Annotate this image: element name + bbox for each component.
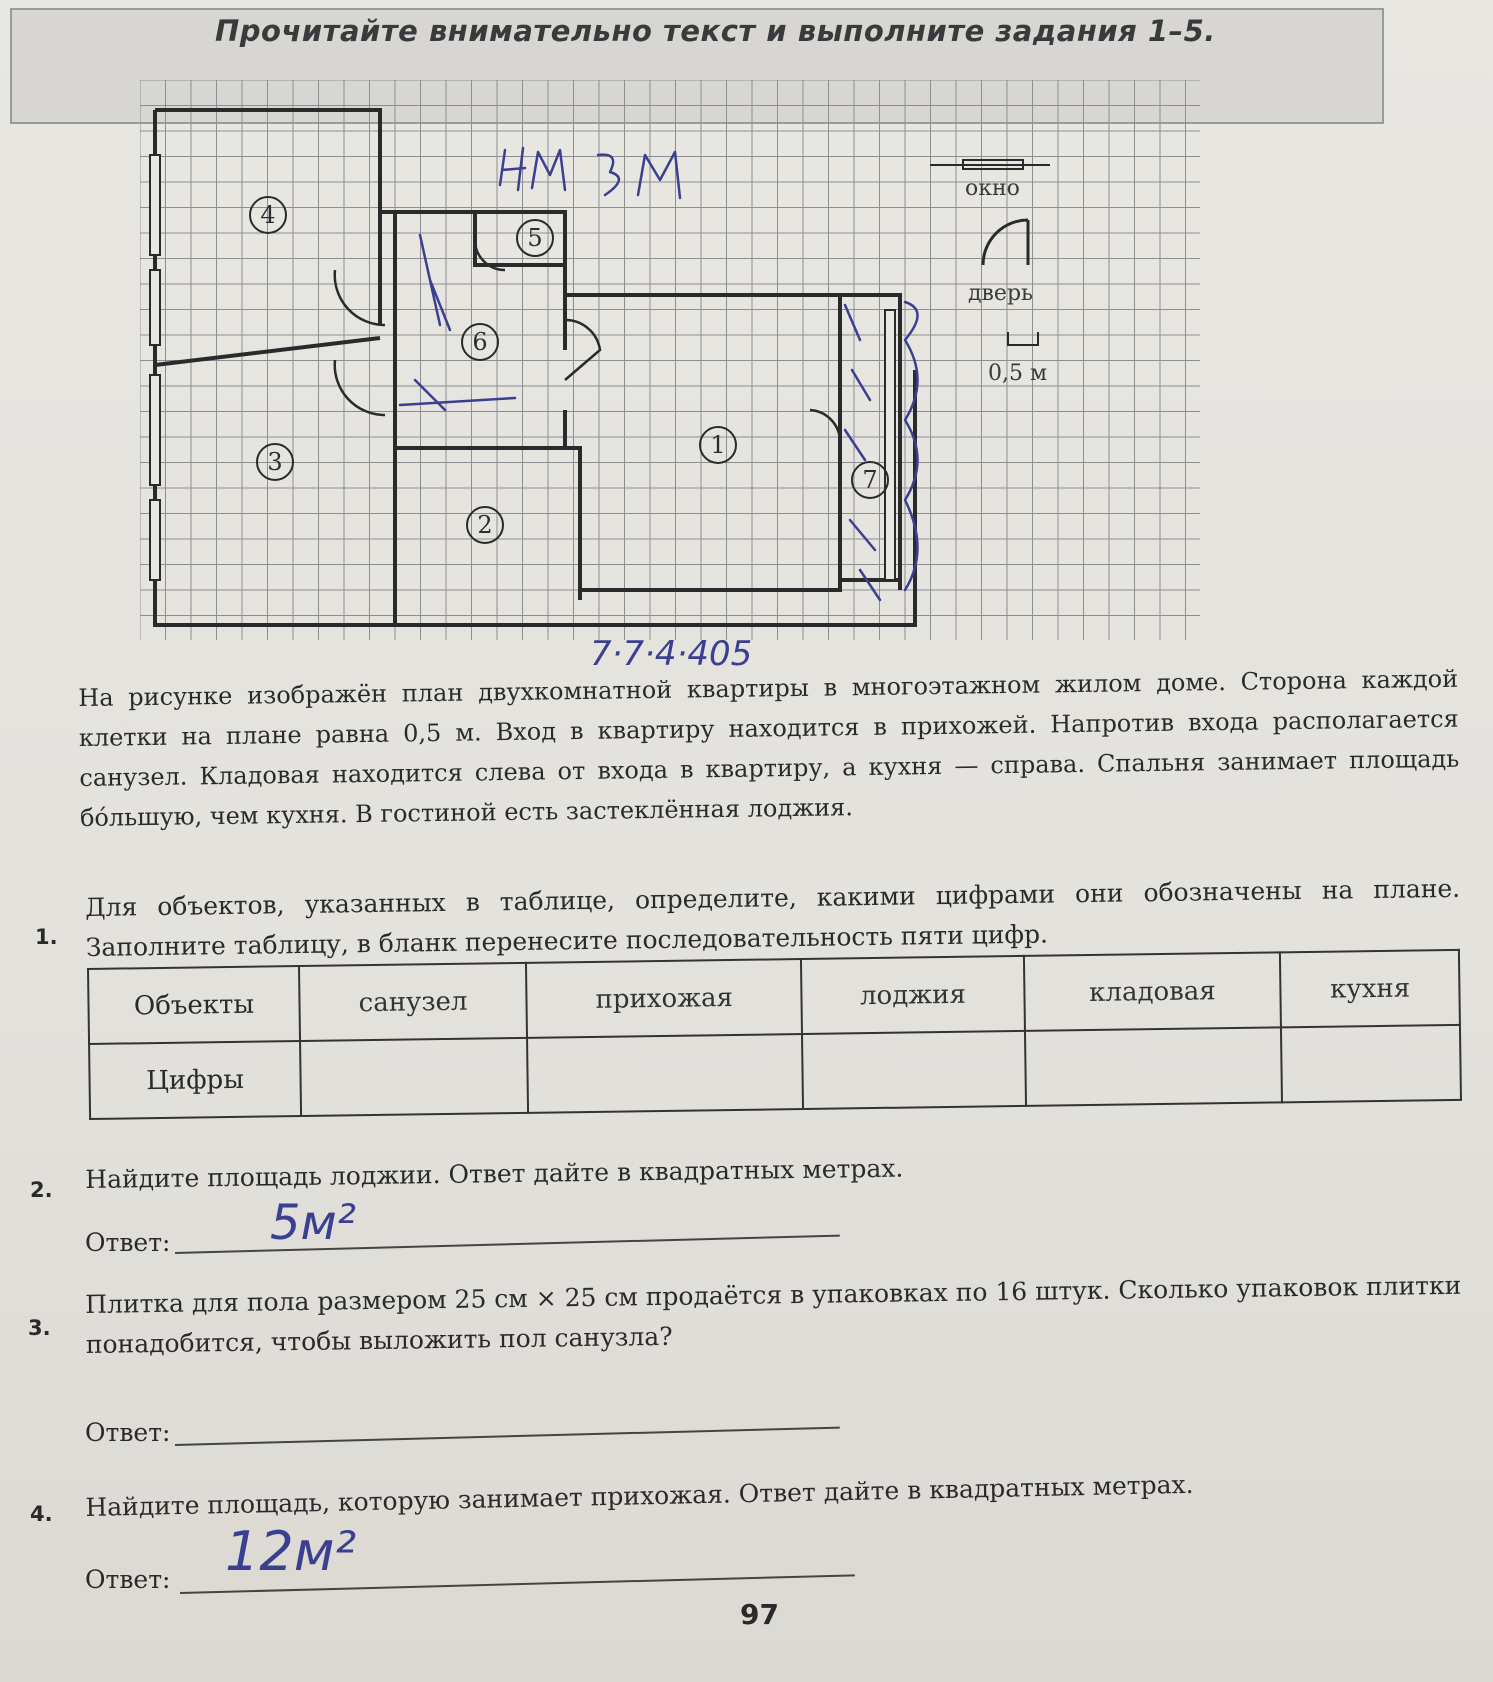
column-header: кухня [1280, 950, 1460, 1027]
room-number: 1 [710, 431, 726, 459]
handwritten-bottom: 7·7·4·405 [590, 634, 753, 674]
column-header: лоджия [801, 956, 1024, 1034]
answer-cell[interactable] [1025, 1027, 1283, 1106]
task-text: Найдите площадь, которую занимает прихожая. Ответ дайте в квадратных метрах. [85, 1469, 1194, 1522]
answer-cell[interactable] [1281, 1025, 1461, 1102]
page-number: 97 [740, 1598, 779, 1631]
room-number: 7 [862, 466, 878, 494]
plan-walls [155, 110, 915, 625]
answer-label: Ответ: [85, 1418, 171, 1447]
task-text: Для объектов, указанных в таблице, определите, какими цифрами они обозначены на плане. Заполните таблицу, в бланк перенесите последовательность пяти цифр. [85, 873, 1461, 962]
legend-scale-label: 0,5 м [988, 361, 1048, 386]
handwritten-answer: 12м² [225, 1520, 357, 1583]
plan-doors [335, 240, 840, 440]
room-number: 6 [472, 328, 488, 356]
task-number: 2. [30, 1178, 53, 1202]
handwritten-answer: 5м² [270, 1195, 356, 1251]
row-header: Объекты [88, 966, 300, 1044]
task-number: 1. [35, 925, 58, 949]
room-labels [250, 197, 888, 543]
row-header: Цифры [89, 1041, 301, 1119]
page-title: Прочитайте внимательно текст и выполните задания 1–5. [215, 14, 1216, 48]
answer-label: Ответ: [85, 1565, 171, 1594]
room-number: 2 [477, 511, 493, 539]
floor-plan-drawing [140, 80, 1290, 690]
task-text: Плитка для пола размером 25 см × 25 см продаётся в упаковках по 16 штук. Сколько упаковок плитки понадобится, чтобы выложить пол санузла? [85, 1270, 1462, 1359]
apartment-plan [140, 80, 1290, 690]
answer-cell[interactable] [527, 1034, 803, 1113]
room-number: 5 [527, 224, 543, 252]
objects-table [87, 949, 1462, 1120]
answer-cell[interactable] [300, 1038, 528, 1116]
column-header: санузел [299, 963, 527, 1041]
room-number: 3 [267, 448, 283, 476]
answer-line[interactable] [175, 1427, 840, 1446]
column-header: прихожая [526, 959, 802, 1038]
answer-cell[interactable] [802, 1031, 1025, 1109]
legend-door-label: дверь [968, 281, 1034, 306]
room-number: 4 [260, 201, 276, 229]
task-text: Найдите площадь лоджии. Ответ дайте в квадратных метрах. [85, 1153, 904, 1194]
legend-window-label: окно [965, 176, 1020, 201]
scale-bar [1008, 332, 1038, 345]
answer-label: Ответ: [85, 1228, 171, 1257]
task-number: 3. [28, 1316, 51, 1340]
intro-paragraph: На рисунке изображён план двухкомнатной квартиры в многоэтажном жилом доме. Сторона каждой клетки на плане равна 0,5 м. Вход в квартиру находится в прихожей. Напротив входа располагается санузел. Кладовая находится слева от входа в квартиру, а кухня — справа. Спальня занимает площадь бо́льшую, чем кухня. В гостиной есть застеклённая лоджия. [78, 664, 1460, 832]
column-header: кладовая [1023, 952, 1281, 1031]
task-number: 4. [30, 1502, 53, 1526]
answer-table [87, 949, 1462, 1120]
